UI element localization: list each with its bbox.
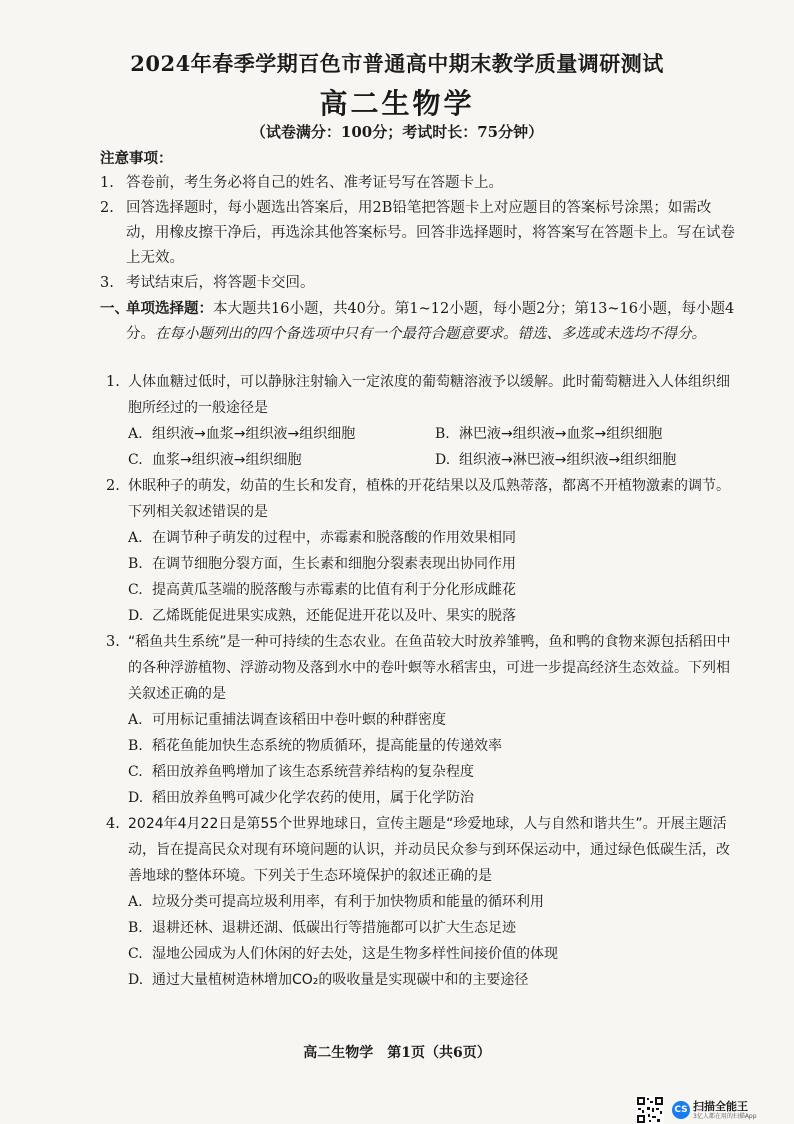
option-text: 稻田放养鱼鸭增加了该生态系统营养结构的复杂程度	[152, 764, 474, 780]
option-text: 垃圾分类可提高垃圾利用率，有利于加快物质和能量的循环利用	[152, 894, 544, 910]
question-4	[106, 811, 742, 993]
option-list	[128, 525, 742, 629]
note-item	[100, 196, 740, 271]
note-text: 答卷前，考生务必将自己的姓名、准考证号写在答题卡上。	[126, 175, 503, 191]
section-header	[100, 296, 740, 347]
note-item	[100, 271, 740, 296]
exam-title: 2024年春季学期百色市普通高中期末教学质量调研测试	[130, 51, 664, 76]
option-a	[128, 421, 435, 447]
note-text: 考试结束后，将答题卡交回。	[126, 275, 315, 291]
option-a	[128, 707, 742, 733]
question-number: 4.	[106, 816, 120, 832]
option-text: 提高黄瓜茎端的脱落酸与赤霉素的比值有利于分化形成雌花	[152, 582, 516, 598]
option-letter: A.	[128, 894, 143, 910]
option-letter: D.	[128, 790, 144, 806]
option-letter: C.	[128, 582, 143, 598]
option-letter: D.	[128, 608, 144, 624]
option-letter: B.	[128, 556, 143, 572]
scanner-name: 扫描全能王	[693, 1099, 748, 1113]
question-3	[106, 629, 742, 811]
option-a	[128, 525, 742, 551]
option-c	[128, 941, 742, 967]
option-b	[128, 915, 742, 941]
subject-title: 高二生物学	[319, 87, 475, 120]
page-footer: 高二生物学 第1页（共6页）	[303, 1045, 491, 1061]
option-letter: A.	[128, 712, 143, 728]
option-text: 血浆→组织液→组织细胞	[152, 452, 302, 468]
question-number: 2.	[106, 478, 120, 494]
option-letter: C.	[128, 946, 143, 962]
note-number: 1.	[100, 175, 114, 191]
option-text: 退耕还林、退耕还湖、低碳出行等措施都可以扩大生态足迹	[152, 920, 516, 936]
option-b	[435, 421, 742, 447]
option-letter: D.	[435, 452, 451, 468]
option-text: 湿地公园成为人们休闲的好去处，这是生物多样性间接价值的体现	[152, 946, 558, 962]
question-stem: “稻鱼共生系统”是一种可持续的生态农业。在鱼苗较大时放养雏鸭，鱼和鸭的食物来源包括稻田中的各种浮游植物、浮游动物及落到水中的卷叶螟等水稻害虫，可进一步提高经济生态效益。下列相关叙述正确的是	[128, 634, 731, 702]
option-text: 稻花鱼能加快生态系统的物质循环，提高能量的传递效率	[152, 738, 502, 754]
option-list	[128, 889, 742, 993]
option-list	[128, 707, 742, 811]
option-text: 组织液→血浆→组织液→组织细胞	[152, 426, 356, 442]
question-stem: 休眠种子的萌发，幼苗的生长和发育，植株的开花结果以及瓜熟蒂落，都离不开植物激素的调节。下列相关叙述错误的是	[128, 478, 730, 520]
option-text: 可用标记重捕法调查该稻田中卷叶螟的种群密度	[152, 712, 446, 728]
option-c	[128, 577, 742, 603]
option-a	[128, 889, 742, 915]
option-letter: B.	[435, 426, 450, 442]
option-d	[435, 447, 742, 473]
option-c	[128, 447, 435, 473]
note-item	[100, 171, 740, 196]
exam-info: （试卷满分：100分；考试时长：75分钟）	[250, 123, 544, 141]
option-text: 淋巴液→组织液→血浆→组织细胞	[459, 426, 663, 442]
option-letter: C.	[128, 452, 143, 468]
scanner-brand	[693, 1100, 757, 1121]
option-letter: A.	[128, 530, 143, 546]
option-d	[128, 967, 742, 993]
camscanner-logo-icon: CS	[672, 1101, 690, 1119]
option-letter: C.	[128, 764, 143, 780]
option-text: 乙烯既能促进果实成熟，还能促进开花以及叶、果实的脱落	[152, 608, 516, 624]
notes-heading: 注意事项：	[100, 150, 173, 167]
option-list	[128, 421, 742, 473]
option-text: 在调节细胞分裂方面，生长素和细胞分裂素表现出协同作用	[152, 556, 516, 572]
option-text: 组织液→淋巴液→组织液→组织细胞	[459, 452, 677, 468]
section-number: 一、	[100, 300, 129, 317]
option-b	[128, 551, 742, 577]
option-text: 稻田放养鱼鸭可减少化学农药的使用，属于化学防治	[152, 790, 474, 806]
note-number: 2.	[100, 200, 114, 216]
question-1	[106, 369, 742, 473]
option-letter: B.	[128, 920, 143, 936]
section-title: 单项选择题：	[126, 300, 213, 317]
option-letter: B.	[128, 738, 143, 754]
option-d	[128, 603, 742, 629]
section-text	[126, 296, 740, 347]
option-letter: A.	[128, 426, 143, 442]
question-stem: 人体血糖过低时，可以静脉注射输入一定浓度的葡萄糖溶液予以缓解。此时葡萄糖进入人体组织细胞所经过的一般途径是	[128, 374, 730, 416]
scanner-tagline: 3亿人都在用的扫描App	[693, 1112, 757, 1120]
option-c	[128, 759, 742, 785]
question-list	[106, 369, 742, 993]
note-number: 3.	[100, 275, 114, 291]
option-text: 通过大量植树造林增加CO₂的吸收量是实现碳中和的主要途径	[152, 972, 529, 988]
option-text: 在调节种子萌发的过程中，赤霉素和脱落酸的作用效果相同	[152, 530, 516, 546]
qr-code-icon	[636, 1096, 664, 1124]
scanner-watermark	[636, 1096, 786, 1124]
question-number: 1.	[106, 374, 120, 390]
notes-block	[100, 146, 740, 296]
option-letter: D.	[128, 972, 144, 988]
option-b	[128, 733, 742, 759]
option-d	[128, 785, 742, 811]
question-2	[106, 473, 742, 629]
question-number: 3.	[106, 634, 120, 650]
question-stem: 2024年4月22日是第55个世界地球日，宣传主题是“珍爱地球，人与自然和谐共生”。开展主题活动，旨在提高民众对现有环境问题的认识，并动员民众参与到环保运动中，通过绿色低碳生活，改善地球的整体环境。下列关于生态环境保护的叙述正确的是	[128, 816, 730, 884]
section-desc: 本大题共16小题，共40分。第1~12小题，每小题2分；第13~16小题，每小题4分。	[126, 301, 735, 342]
note-text: 回答选择题时，每小题选出答案后，用2B铅笔把答题卡上对应题目的答案标号涂黑；如需改动，用橡皮擦干净后，再选涂其他答案标号。回答非选择题时，将答案写在答题卡上。写在试卷上无效。	[126, 200, 735, 266]
section-instructions: 在每小题列出的四个备选项中只有一个最符合题意要求。错选、多选或未选均不得分。	[155, 326, 706, 342]
